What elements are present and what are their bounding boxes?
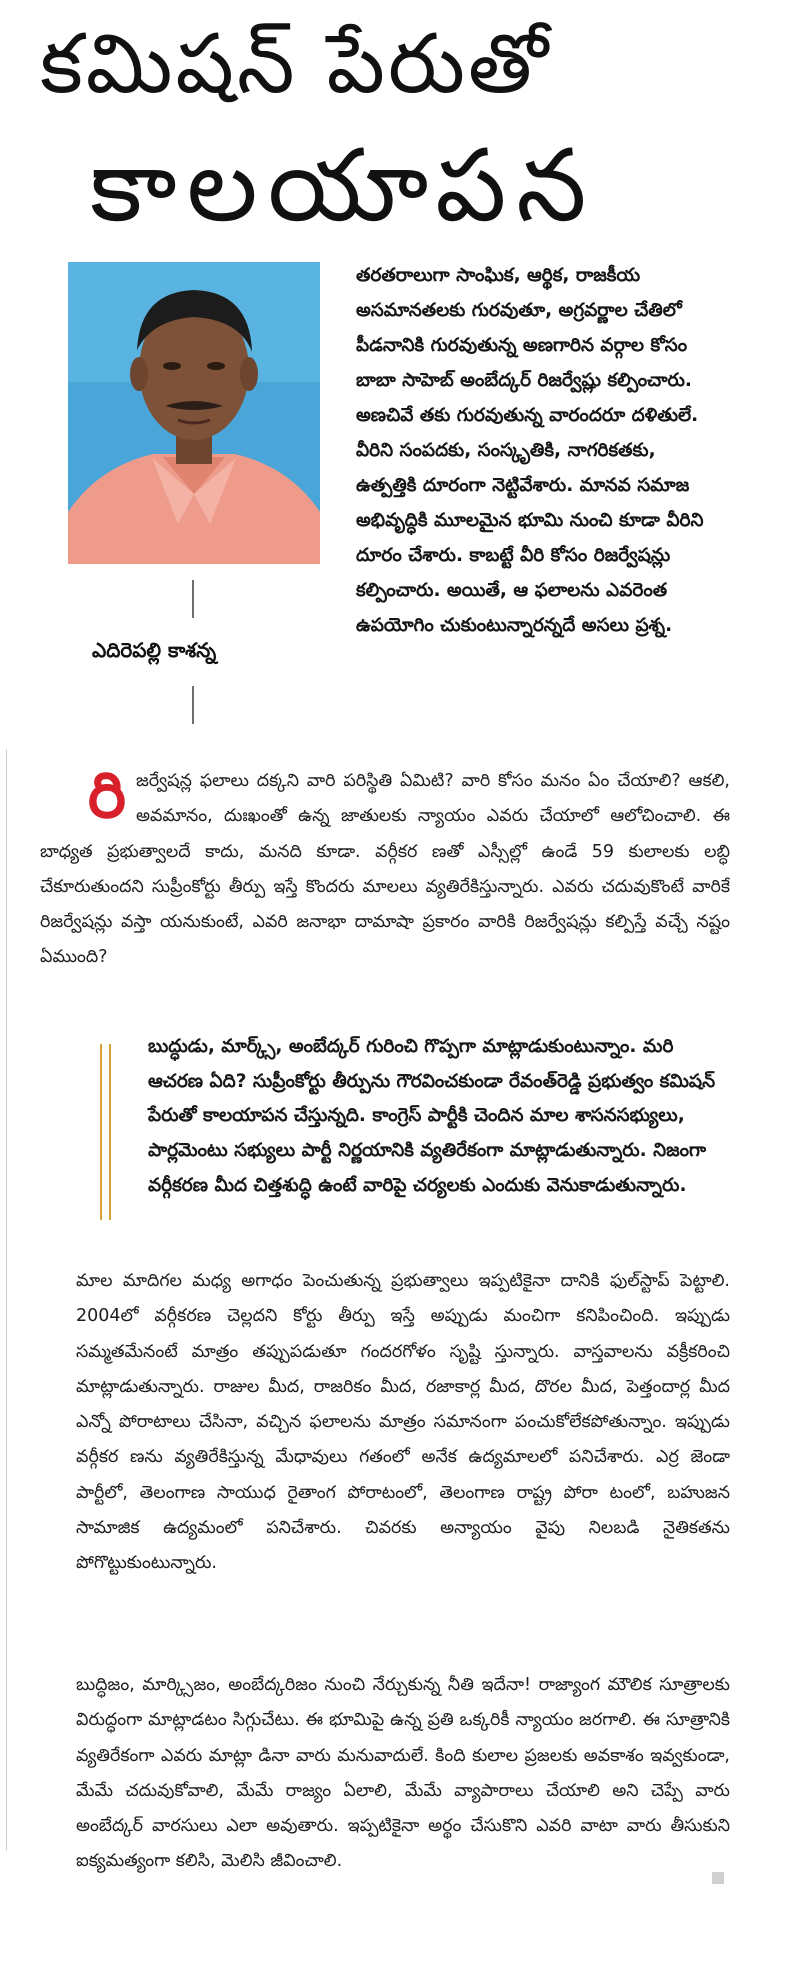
article-paragraph-2: మాల మాదిగల మధ్య అగాధం పెంచుతున్న ప్రభుత్వాలు ఇప్పటికైనా దానికి ఫుల్‌స్టాప్ పెట్టాలి. 2004లో వర్గీకరణ చెల్లదని కోర్టు తీర్పు ఇస్తే అప్పుడు మంచిగా కనిపించింది. ఇప్పుడు సమ్మతమేనంటే మాత్రం తప్పుపడుతూ గందరగోళం సృష్టి స్తున్నారు. వాస్తవాలను వక్రీకరించి మాట్లాడుతున్నారు. రాజుల మీద, రాజరికం మీద, రజాకార్ల మీద, దొరల మీద, పెత్తందార్ల మీద ఎన్నో పోరాటాలు చేసినా, వచ్చిన ఫలాలను మాత్రం సమానంగా పంచుకోలేకపోతున్నాం. ఇప్పుడు వర్గీకర ణను వ్యతిరేకిస్తున్న మేధావులు గతంలో అనేక ఉద్యమాలలో పనిచేశారు. ఎర్ర జెండా పార్టీలో, తెలంగాణ సాయుధ రైతాంగ పోరాటంలో, తెలంగాణ రాష్ట్ర పోరా టంలో, బహుజన సామాజిక ఉద్యమంలో పనిచేశారు. చివరకు అన్యాయం వైపు నిలబడి నైతికతను పోగొట్టుకుంటున్నారు. (76, 1271, 730, 1574)
pull-quote-bars (100, 1044, 111, 1220)
author-name: ఎదిరెపల్లి కాశన్న (92, 638, 217, 662)
lead-text: తరతరాలుగా సాంఘిక, ఆర్థిక, రాజకీయ అసమానతలకు గురవుతూ, అగ్రవర్ణాల చేతిలో పీడనానికి గురవుతున్న అణగారిన వర్గాల కోసం బాబా సాహెబ్ అంబేద్కర్ రిజర్వేష్లు కల్పించారు. అణచివే తకు గురవుతున్న వారందరూ దళితులే. వీరిని సంపదకు, సంస్కృతికి, నాగరికతకు, ఉత్పత్తికి దూరంగా నెట్టివేశారు. మానవ సమాజ అభివృద్ధికి మూలమైన భూమి నుంచి కూడా వీరిని దూరం చేశారు. కాబట్టే వీరి కోసం రిజర్వేషన్లు కల్పించారు. అయితే, ఆ ఫలాలను ఎవరెంత ఉపయోగిం చుకుంటున్నారన్నదే అసలు ప్రశ్న. (356, 265, 704, 636)
article-paragraph-3: బుద్ధిజం, మార్క్సిజం, అంబేద్కరిజం నుంచి నేర్చుకున్న నీతి ఇదేనా! రాజ్యాంగ మౌలిక సూత్రాలకు విరుద్ధంగా మాట్లాడటం సిగ్గుచేటు. ఈ భూమిపై ఉన్న ప్రతి ఒక్కరికీ న్యాయం జరగాలి. ఈ సూత్రానికి వ్యతిరేకంగా ఎవరు మాట్లా డినా వారు మనువాదులే. కింది కులాల ప్రజలకు అవకాశం ఇవ్వకుండా, మేమే చదువుకోవాలి, మేమే రాజ్యం ఏలాలి, మేమే వ్యాపారాలు చేయాలి అని చెప్పే వారు అంబేద్కర్ వారసులు ఎలా అవుతారు. ఇప్పటికైనా అర్థం చేసుకొని ఎవరి వాటా వారు తీసుకుని ఐక్యమత్యంగా కలిసి, మెలిసి జీవించాలి. (76, 1675, 730, 1872)
article-paragraph-1 (40, 759, 730, 976)
drop-cap: రి (88, 759, 126, 833)
author-divider-top (192, 580, 194, 618)
headline (40, 10, 740, 252)
author-divider-bottom (192, 686, 194, 724)
pull-quote: బుద్ధుడు, మార్క్స్, అంబేద్కర్ గురించి గొప్పగా మాట్లాడుకుంటున్నాం. మరి ఆచరణ ఏది? సుప్రీంకోర్టు తీర్పును గౌరవించకుండా రేవంత్‌రెడ్డి ప్రభుత్వం కమిషన్ పేరుతో కాలయాపన చేస్తున్నది. కాంగ్రెస్ పార్టీకి చెందిన మాల శాసనసభ్యులు, పార్లమెంటు సభ్యులు పార్టీ నిర్ణయానికి వ్యతిరేకంగా మాట్లాడుతున్నారు. నిజంగా వర్గీకరణ మీద చిత్తశుద్ధి ఉంటే వారిపై చర్యలకు ఎందుకు వెనుకాడుతున్నారు. (148, 1036, 716, 1196)
article-paragraph-1-text: జర్వేషన్ల ఫలాలు దక్కని వారి పరిస్థితి ఏమిటి? వారి కోసం మనం ఏం చేయాలి? ఆకలి, అవమానం, దుఃఖంతో ఉన్న జాతులకు న్యాయం ఎవరు చేయాలో ఆలోచించాలి. ఈ బాధ్యత ప్రభుత్వాలదే కాదు, మనది కూడా. వర్గీకర ణతో ఎస్సీల్లో ఉండే 59 కులాలకు లబ్ధి చేకూరుతుందని సుప్రీంకోర్టు తీర్పు ఇస్తే కొందరు మాలలు వ్యతిరేకిస్తున్నారు. ఎవరు చదువుకొంటే వారికే రిజర్వేషన్లు వస్తా యనుకుంటే, ఎవరి జనాభా దామాషా ప్రకారం వారికి రిజర్వేషన్లు కల్పిస్తే వచ్చే నష్టం ఏముంది? (40, 771, 730, 968)
headline-line-2: కాలయాపన (90, 127, 597, 244)
page-edge-rule (6, 750, 7, 1850)
author-portrait-image (68, 262, 320, 564)
headline-line-1: కమిషన్ పేరుతో (40, 17, 551, 112)
end-of-article-mark (712, 1872, 724, 1884)
lead-summary (356, 258, 722, 643)
author-photo (68, 262, 320, 564)
